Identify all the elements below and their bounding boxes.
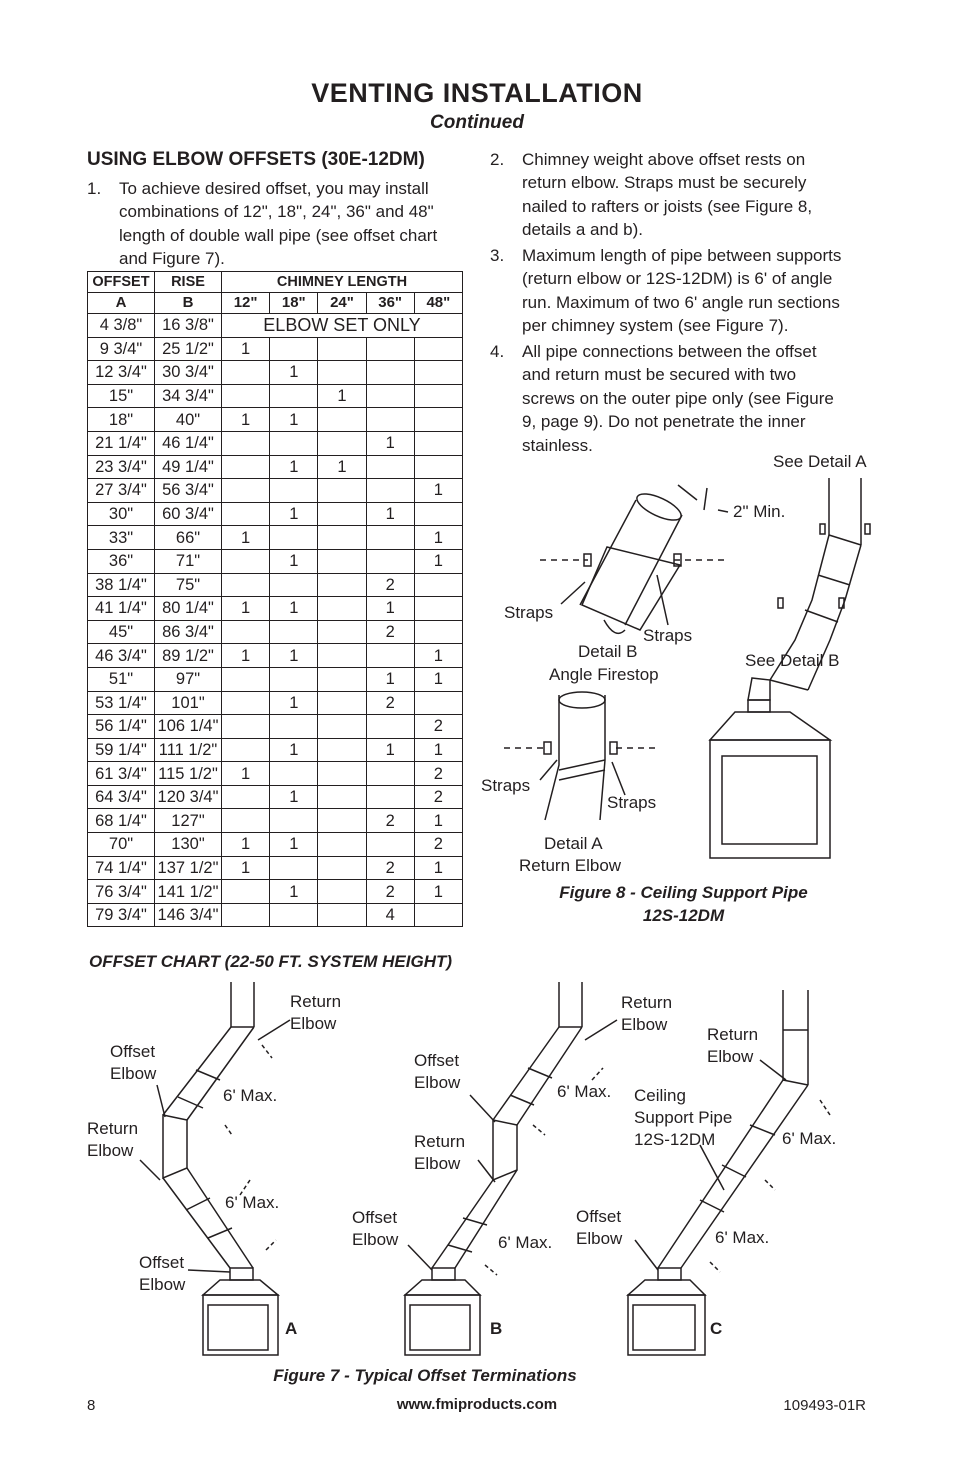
offset-cell: 9 3/4" bbox=[88, 337, 155, 361]
length-count-cell: 1 bbox=[270, 785, 318, 809]
label-six-ft-max: 6' Max. bbox=[715, 1228, 770, 1247]
length-count-cell: 1 bbox=[366, 502, 414, 526]
rise-cell: 130" bbox=[155, 833, 222, 857]
rise-cell: 101" bbox=[155, 691, 222, 715]
rise-cell: 120 3/4" bbox=[155, 785, 222, 809]
length-count-cell: 1 bbox=[222, 762, 270, 786]
label-return-elbow: Return Elbow bbox=[414, 1132, 466, 1173]
elbow-set-only-cell: ELBOW SET ONLY bbox=[222, 314, 463, 338]
length-count-cell: 1 bbox=[270, 880, 318, 904]
offset-cell: 12 3/4" bbox=[88, 361, 155, 385]
offset-chart-caption: OFFSET CHART (22-50 FT. SYSTEM HEIGHT) bbox=[89, 952, 453, 971]
label-return-elbow: Return Elbow bbox=[621, 993, 673, 1034]
offset-cell: 59 1/4" bbox=[88, 738, 155, 762]
offset-cell: 30" bbox=[88, 502, 155, 526]
rise-cell: 16 3/8" bbox=[155, 314, 222, 338]
length-count-cell: 1 bbox=[414, 549, 462, 573]
length-count-cell: 1 bbox=[366, 597, 414, 621]
page-subtitle: Continued bbox=[430, 112, 524, 133]
length-count-cell: 1 bbox=[270, 691, 318, 715]
length-count-cell: 1 bbox=[270, 738, 318, 762]
length-count-cell: 2 bbox=[366, 620, 414, 644]
label-offset-elbow: Offset Elbow bbox=[576, 1207, 623, 1248]
rise-cell: 137 1/2" bbox=[155, 856, 222, 880]
offset-cell: 41 1/4" bbox=[88, 597, 155, 621]
offset-cell: 68 1/4" bbox=[88, 809, 155, 833]
offset-cell: 76 3/4" bbox=[88, 880, 155, 904]
col-sub-header: 36" bbox=[366, 293, 414, 314]
col-header-offset: OFFSET bbox=[88, 272, 155, 293]
figure7-a-drawing bbox=[140, 982, 290, 1355]
length-count-cell: 1 bbox=[270, 361, 318, 385]
offset-cell: 33" bbox=[88, 526, 155, 550]
rise-cell: 60 3/4" bbox=[155, 502, 222, 526]
label-straps: Straps bbox=[643, 626, 693, 645]
rise-cell: 141 1/2" bbox=[155, 880, 222, 904]
offset-cell: 51" bbox=[88, 667, 155, 691]
length-count-cell: 1 bbox=[414, 809, 462, 833]
rise-cell: 56 3/4" bbox=[155, 479, 222, 503]
col-sub-header: A bbox=[88, 293, 155, 314]
length-count-cell: 1 bbox=[414, 738, 462, 762]
instruction-3-line: (return elbow or 12S-12DM) is 6' of angle bbox=[522, 269, 833, 289]
label-detail-b: Detail B bbox=[578, 642, 638, 661]
page-title: VENTING INSTALLATION bbox=[311, 78, 643, 108]
label-straps: Straps bbox=[607, 793, 657, 812]
offset-cell: 38 1/4" bbox=[88, 573, 155, 597]
label-figure-c: C bbox=[710, 1319, 723, 1338]
rise-cell: 115 1/2" bbox=[155, 762, 222, 786]
instruction-3-line: per chimney system (see Figure 7). bbox=[522, 316, 789, 336]
label-six-ft-max: 6' Max. bbox=[557, 1082, 612, 1101]
col-sub-header: 18" bbox=[270, 293, 318, 314]
label-six-ft-max: 6' Max. bbox=[223, 1086, 278, 1105]
length-count-cell: 1 bbox=[270, 408, 318, 432]
offset-cell: 36" bbox=[88, 549, 155, 573]
label-see-detail-a: See Detail A bbox=[773, 452, 867, 471]
length-count-cell: 1 bbox=[270, 502, 318, 526]
col-header-chimney-length: CHIMNEY LENGTH bbox=[222, 272, 463, 293]
offset-cell: 18" bbox=[88, 408, 155, 432]
label-angle-firestop: Angle Firestop bbox=[549, 665, 659, 684]
instruction-1-line: and Figure 7). bbox=[119, 249, 225, 269]
length-count-cell: 2 bbox=[414, 762, 462, 786]
label-straps: Straps bbox=[504, 603, 554, 622]
length-count-cell: 1 bbox=[270, 597, 318, 621]
label-figure-a: A bbox=[285, 1319, 298, 1338]
length-count-cell: 1 bbox=[414, 479, 462, 503]
offset-cell: 56 1/4" bbox=[88, 715, 155, 739]
instruction-4-line: and return must be secured with two bbox=[522, 365, 797, 385]
offset-cell: 53 1/4" bbox=[88, 691, 155, 715]
length-count-cell: 1 bbox=[222, 833, 270, 857]
offset-cell: 70" bbox=[88, 833, 155, 857]
rise-cell: 75" bbox=[155, 573, 222, 597]
length-count-cell: 1 bbox=[414, 644, 462, 668]
figure8-caption-line2: 12S-12DM bbox=[642, 906, 725, 925]
section-heading: USING ELBOW OFFSETS (30E-12DM) bbox=[87, 149, 425, 170]
instruction-1-line: length of double wall pipe (see offset chart bbox=[119, 225, 438, 245]
label-see-detail-b: See Detail B bbox=[745, 651, 840, 670]
length-count-cell: 1 bbox=[222, 644, 270, 668]
offset-cell: 15" bbox=[88, 384, 155, 408]
label-six-ft-max: 6' Max. bbox=[782, 1129, 837, 1148]
length-count-cell: 1 bbox=[222, 856, 270, 880]
length-count-cell: 1 bbox=[318, 384, 366, 408]
label-six-ft-max: 6' Max. bbox=[225, 1193, 280, 1212]
length-count-cell: 1 bbox=[414, 526, 462, 550]
label-straps: Straps bbox=[481, 776, 531, 795]
rise-cell: 80 1/4" bbox=[155, 597, 222, 621]
length-count-cell: 1 bbox=[270, 455, 318, 479]
label-offset-elbow: Offset Elbow bbox=[110, 1042, 157, 1083]
instruction-4-line: 9, page 9). Do not penetrate the inner bbox=[522, 412, 806, 432]
length-count-cell: 1 bbox=[270, 833, 318, 857]
offset-cell: 23 3/4" bbox=[88, 455, 155, 479]
length-count-cell: 1 bbox=[222, 526, 270, 550]
rise-cell: 146 3/4" bbox=[155, 903, 222, 927]
instruction-3-line: Maximum length of pipe between supports bbox=[522, 246, 842, 265]
instruction-1-line: combinations of 12", 18", 24", 36" and 48" bbox=[119, 202, 434, 222]
length-count-cell: 1 bbox=[414, 856, 462, 880]
label-detail-a: Detail A bbox=[544, 834, 603, 853]
label-offset-elbow: Offset Elbow bbox=[352, 1208, 399, 1249]
detail-b-drawing bbox=[540, 485, 728, 633]
offset-cell: 61 3/4" bbox=[88, 762, 155, 786]
footer-url: www.fmiproducts.com bbox=[396, 1396, 558, 1413]
length-count-cell: 2 bbox=[366, 691, 414, 715]
label-return-elbow: Return Elbow bbox=[290, 992, 342, 1033]
label-return-elbow: Return Elbow bbox=[519, 856, 622, 875]
document-number: 109493-01R bbox=[783, 1397, 866, 1414]
figure7-caption: Figure 7 - Typical Offset Terminations bbox=[273, 1366, 577, 1385]
label-offset-elbow: Offset Elbow bbox=[414, 1051, 461, 1092]
col-sub-header: 24" bbox=[318, 293, 366, 314]
instruction-3-line: run. Maximum of two 6' angle run sections bbox=[522, 292, 840, 312]
length-count-cell: 2 bbox=[414, 785, 462, 809]
col-sub-header: 12" bbox=[222, 293, 270, 314]
offset-cell: 64 3/4" bbox=[88, 785, 155, 809]
length-count-cell: 1 bbox=[366, 667, 414, 691]
length-count-cell: 1 bbox=[366, 431, 414, 455]
instruction-4-line: screws on the outer pipe only (see Figure bbox=[522, 388, 834, 408]
rise-cell: 34 3/4" bbox=[155, 384, 222, 408]
label-six-ft-max: 6' Max. bbox=[498, 1233, 553, 1252]
rise-cell: 46 1/4" bbox=[155, 431, 222, 455]
length-count-cell: 2 bbox=[414, 715, 462, 739]
instruction-2-line: return elbow. Straps must be securely bbox=[522, 173, 807, 193]
length-count-cell: 1 bbox=[414, 667, 462, 691]
length-count-cell: 1 bbox=[318, 455, 366, 479]
length-count-cell: 1 bbox=[222, 597, 270, 621]
length-count-cell: 2 bbox=[366, 573, 414, 597]
length-count-cell: 1 bbox=[270, 644, 318, 668]
length-count-cell: 1 bbox=[270, 549, 318, 573]
rise-cell: 86 3/4" bbox=[155, 620, 222, 644]
instruction-4-line: stainless. bbox=[522, 435, 593, 455]
offset-cell: 46 3/4" bbox=[88, 644, 155, 668]
rise-cell: 111 1/2" bbox=[155, 738, 222, 762]
length-count-cell: 2 bbox=[414, 833, 462, 857]
offset-cell: 79 3/4" bbox=[88, 903, 155, 927]
rise-cell: 127" bbox=[155, 809, 222, 833]
rise-cell: 97" bbox=[155, 667, 222, 691]
instruction-4-line: All pipe connections between the offset bbox=[522, 342, 817, 361]
offset-cell: 21 1/4" bbox=[88, 431, 155, 455]
offset-cell: 27 3/4" bbox=[88, 479, 155, 503]
rise-cell: 30 3/4" bbox=[155, 361, 222, 385]
rise-cell: 49 1/4" bbox=[155, 455, 222, 479]
col-header-rise: RISE bbox=[155, 272, 222, 293]
label-offset-elbow: Offset Elbow bbox=[139, 1253, 186, 1294]
col-sub-header: 48" bbox=[414, 293, 462, 314]
instruction-1-line: To achieve desired offset, you may install bbox=[119, 179, 429, 198]
length-count-cell: 1 bbox=[222, 337, 270, 361]
figure8-caption-line1: Figure 8 - Ceiling Support Pipe bbox=[559, 883, 808, 902]
rise-cell: 66" bbox=[155, 526, 222, 550]
rise-cell: 89 1/2" bbox=[155, 644, 222, 668]
length-count-cell: 1 bbox=[414, 880, 462, 904]
label-two-inch-min: 2" Min. bbox=[733, 502, 786, 521]
rise-cell: 71" bbox=[155, 549, 222, 573]
page-number: 8 bbox=[87, 1397, 96, 1414]
instruction-2-line: Chimney weight above offset rests on bbox=[522, 150, 806, 169]
length-count-cell: 1 bbox=[366, 738, 414, 762]
length-count-cell: 2 bbox=[366, 856, 414, 880]
length-count-cell: 2 bbox=[366, 809, 414, 833]
col-sub-header: B bbox=[155, 293, 222, 314]
label-return-elbow: Return Elbow bbox=[87, 1119, 139, 1160]
offset-cell: 74 1/4" bbox=[88, 856, 155, 880]
label-return-elbow: Return Elbow bbox=[707, 1025, 759, 1066]
length-count-cell: 1 bbox=[222, 408, 270, 432]
length-count-cell: 2 bbox=[366, 880, 414, 904]
rise-cell: 25 1/2" bbox=[155, 337, 222, 361]
rise-cell: 106 1/4" bbox=[155, 715, 222, 739]
offset-cell: 4 3/8" bbox=[88, 314, 155, 338]
length-count-cell: 4 bbox=[366, 903, 414, 927]
label-ceiling-support-pipe: Ceiling Support Pipe 12S-12DM bbox=[634, 1086, 733, 1149]
rise-cell: 40" bbox=[155, 408, 222, 432]
instruction-2-line: details a and b). bbox=[522, 220, 643, 240]
label-figure-b: B bbox=[490, 1319, 503, 1338]
offset-cell: 45" bbox=[88, 620, 155, 644]
instruction-2-line: nailed to rafters or joists (see Figure 8, bbox=[522, 196, 813, 216]
instruction-1: 1. To achieve desired offset, you may install combinations of 12", 18", 24", 36" and 48" length of double wall pipe (see offset chart and Figure 7). bbox=[87, 177, 467, 269]
